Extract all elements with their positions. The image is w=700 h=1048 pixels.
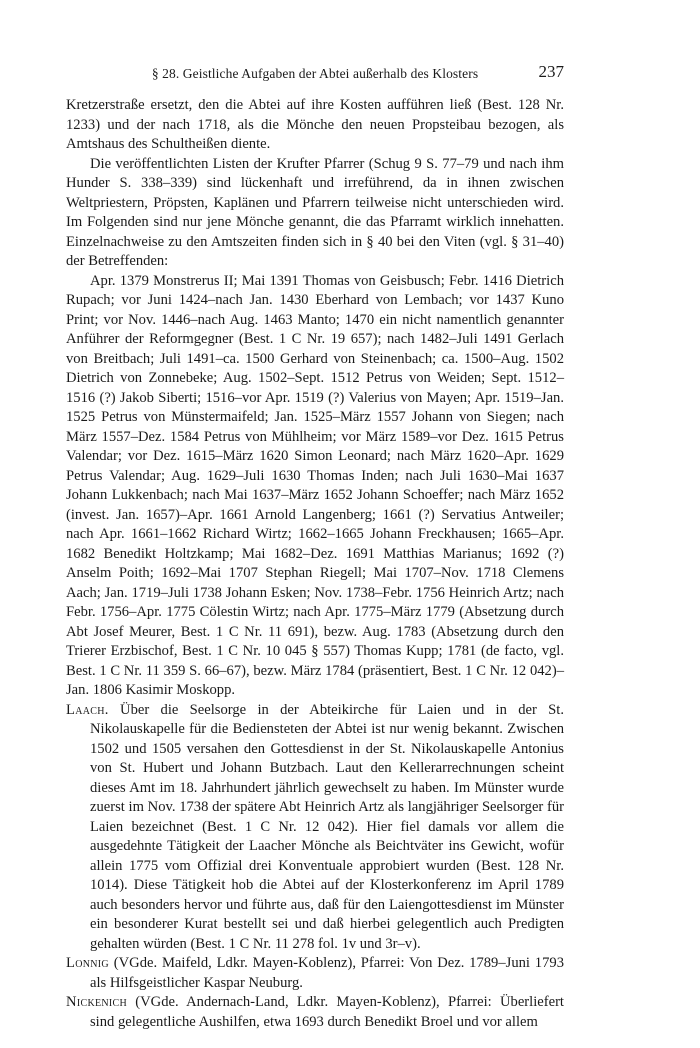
paragraph-pfarrer-listen: Die veröffentlichten Listen der Krufter Pfarrer (Schug 9 S. 77–79 und nach ihm Hunder S. 338–339) sind lückenhaft und irreführend, da in ihnen zwischen Weltpriestern, Pröpsten, Kaplänen und Pfarrern teilweise nicht unterschieden wird. Im Folgenden sind nur jene Mönche genannt, die das Pfarramt wirklich innehatten. Einzelnachweise zu den Amtszeiten finden sich in § 40 bei den Viten (vgl. § 31–40) der Betreffenden: [66,155,564,269]
continuation-paragraph: Kretzerstraße ersetzt, den die Abtei auf ihre Kosten aufführen ließ (Best. 128 Nr. 1233) und der nach 1718, als die Mönche den neuen Propsteibau bezogen, als Amtshaus des Schultheißen diente. [66,97,564,152]
body-text [66,96,564,1032]
running-header [66,62,564,82]
paragraph-pfarrer-chronology: Apr. 1379 Monstrerus II; Mai 1391 Thomas von Geisbusch; Febr. 1416 Dietrich Rupach; vor Juni 1424–nach Jan. 1430 Eberhard von Lembach; vor 1437 Kuno Print; vor Nov. 1446–nach Aug. 1463 Manto; 1470 ein nicht namentlich genannter Anführer der Reformgegner (Best. 1 C Nr. 19 657); nach 1482–Juli 1491 Gerlach von Breitbach; Juli 1491–ca. 1500 Gerhard von Steinenbach; ca. 1500–Aug. 1502 Dietrich von Zonnebeke; Aug. 1502–Sept. 1512 Petrus von Weiden; Sept. 1512–1516 (?) Jakob Siberti; 1516–vor Apr. 1519 (?) Valerius von Mayen; Apr. 1519–Jan. 1525 Petrus von Münstermaifeld; Jan. 1525–März 1557 Johann von Siegen; nach März 1557–Dez. 1584 Petrus von Mühlheim; vor März 1589–vor Dez. 1615 Petrus Valendar; vor Dez. 1615–März 1620 Simon Leonard; nach März 1620–Apr. 1629 Petrus Valendar; Aug. 1629–Juli 1630 Thomas Inden; nach Juli 1630–Mai 1637 Johann Lukkenbach; nach Mai 1637–März 1652 Johann Schoeffer; nach März 1652 (invest. Jan. 1657)–Apr. 1661 Arnold Langenberg; 1661 (?) Servatius Antweiler; nach Apr. 1661–1662 Richard Wirtz; 1662–1665 Johann Freckhausen; 1665–Apr. 1682 Benedikt Holtzkamp; Mai 1682–Dez. 1691 Matthias Marianus; 1692 (?) Anselm Poith; 1692–Mai 1707 Stephan Riegell; Mai 1707–Nov. 1718 Clemens Aach; Jan. 1719–Juli 1738 Johann Esken; Nov. 1738–Febr. 1756 Heinrich Artz; nach Febr. 1756–Apr. 1775 Cölestin Wirtz; nach Apr. 1775–März 1779 (Absetzung durch Abt Josef Meurer, Best. 1 C Nr. 11 691), bezw. Aug. 1783 (Absetzung durch den Trierer Erzbischof, Best. 1 C Nr. 10 045 § 557) Thomas Kupp; 1781 (de facto, vgl. Best. 1 C Nr. 11 359 S. 66–67), bezw. März 1784 (präsentiert, Best. 1 C Nr. 12 042)–Jan. 1806 Kasimir Moskopp. [66,272,564,698]
entry-lemma-laach: Laach. [66,701,109,718]
entry-text-nickenich: (VGde. Andernach-Land, Ldkr. Mayen-Koblenz), Pfarrei: Überliefert sind gelegentliche Aushilfen, etwa 1693 durch Benedikt Broel und vor allem [90,994,564,1030]
page-number: 237 [538,62,564,81]
running-header-title: § 28. Geistliche Aufgaben der Abtei außerhalb des Klosters [151,66,479,81]
entry-laach [66,701,564,955]
entry-nickenich [66,993,564,1032]
entry-lemma-lonnig: Lonnig [66,955,109,971]
entry-text-lonnig: (VGde. Maifeld, Ldkr. Mayen-Koblenz), Pfarrei: Von Dez. 1789–Juni 1793 als Hilfsgeistlicher Kaspar Neuburg. [90,955,564,991]
entry-text-laach: Über die Seelsorge in der Abteikirche für Laien und in der St. Nikolauskapelle für die Bediensteten der Abtei ist nur wenig bekannt. Zwischen 1502 und 1505 versahen den Gottesdienst in der St. Nikolauskapelle Antonius von St. Hubert und Johann Butzbach. Laut den Kellerarrechnungen scheint dieses Amt im 18. Jahrhundert jährlich gewechselt zu haben. Im Münster wurde zuerst im Nov. 1738 der spätere Abt Heinrich Artz als langjähriger Seelsorger für Laien bezeichnet (Best. 1 C Nr. 12 042). Hier fiel damals vor allem die ausgedehnte Tätigkeit der Laacher Mönche als Beichtväter ins Gewicht, wofür allein 1775 vom Offizial drei Konventuale approbiert wurden (Best. 128 Nr. 1014). Diese Tätigkeit hob die Abtei auf der Klosterkonferenz im April 1789 auch besonders hervor und führte aus, daß für den Laiengottesdienst im Münster ein besonderer Kurat bestellt sei und daß hierbei gelegentlich auch Predigten gehalten würden (Best. 1 C Nr. 11 278 fol. 1v und 3r–v). [90,701,564,952]
entry-lemma-nickenich: Nickenich [66,994,128,1010]
entry-lonnig [66,954,564,993]
